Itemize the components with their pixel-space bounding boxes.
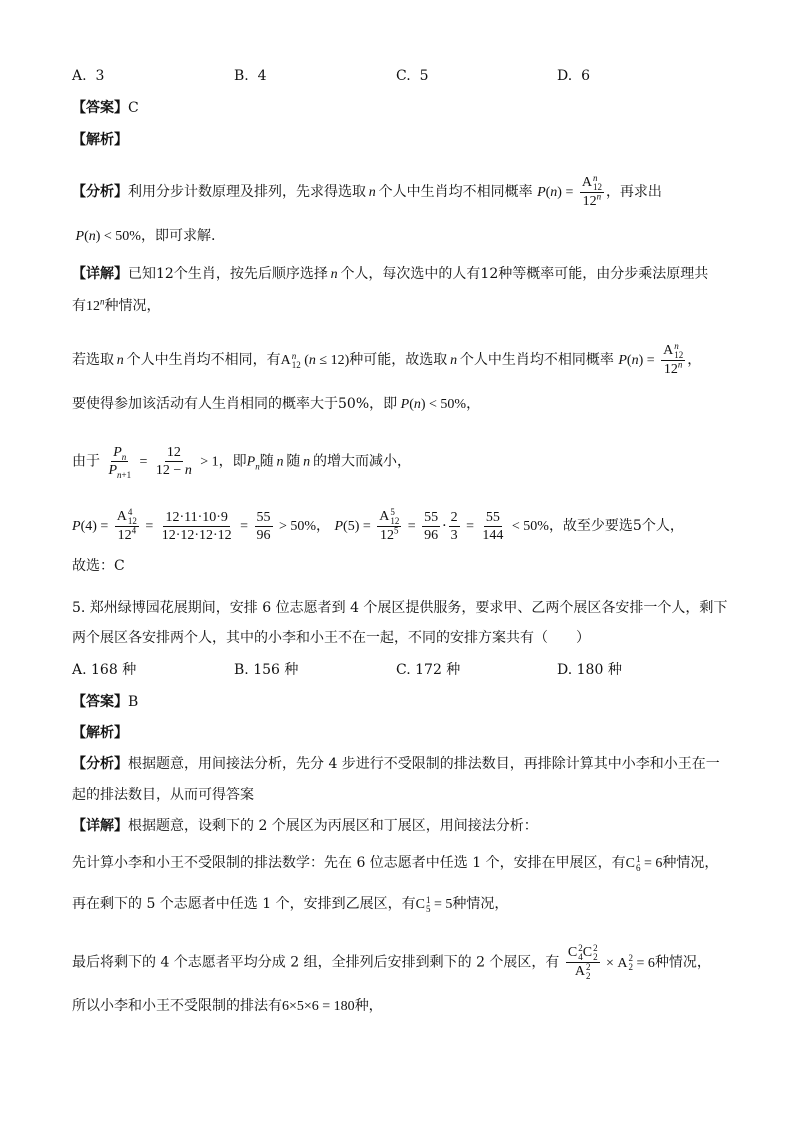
- q4-fenxi: 【分析】利用分步计数原理及排列，先求得选取 n 个人中生肖均不相同概率 P(n) = A n 12 12$^n$ ，再求出: [72, 173, 662, 209]
- q5-answer: 【答案】B: [72, 694, 139, 710]
- q5-option-b: B. 156 种: [234, 662, 299, 678]
- q5-step-4: 所以小李和小王不受限制的排法有6×5×6 = 180种，: [72, 998, 383, 1014]
- q5-detail-1: 【详解】根据题意，设剩下的 2 个展区为丙展区和丁展区，用间接法分析：: [72, 818, 538, 834]
- q5-analysis-label: 【解析】: [72, 725, 128, 741]
- q5-fenxi-1: 【分析】根据题意，用间接法分析，先分 4 步进行不受限制的排法数目，再排除计算其中小李和小王在一: [72, 756, 720, 772]
- q5-stem-2: 两个展区各安排两个人，其中的小李和小王不在一起，不同的安排方案共有（ ）: [72, 630, 590, 646]
- q4-analysis-label: 【解析】: [72, 132, 128, 148]
- q4-detail-3: 若选取 n 个人中生肖均不相同，有A n 12 (n ≤ 12)种可能，故选取 n 个人中生肖均不相同概率 P(n) = A n 12 12$^n$ ，: [72, 341, 702, 377]
- q4-option-d: D. 6: [557, 68, 591, 84]
- q5-fenxi-2: 起的排法数目，从而可得答案: [72, 787, 254, 803]
- q4-conclusion: 故选：C: [72, 558, 125, 574]
- q4-detail-6: P(4) = A 4 12 $12^4$ = $\frac{12\cdot 11\cdot 10\cdot 9}{12\cdot 12\cdot 12\cdot 12}$ = $\frac{55}{96}$ > 50%， P(5) = A 5 12 $12^5$ = $\frac{55}{96}$ · $\frac{2}{3}$ = $\frac{55}{144}$ < 50%，故至少要选5个人，: [72, 507, 684, 543]
- q4-fenxi-2: P(n) < 50%，即可求解.: [72, 228, 216, 244]
- q5-option-a: A. 168 种: [72, 662, 137, 678]
- q4-detail-1: 【详解】已知12个生肖，按先后顺序选择 n 个人，每次选中的人有12种等概率可能，由分步乘法原理共: [72, 266, 709, 282]
- q5-option-d: D. 180 种: [557, 662, 622, 678]
- q4-option-b: B. 4: [234, 68, 267, 84]
- q4-answer: 【答案】C: [72, 100, 139, 116]
- q4-detail-4: 要使得参加该活动有人生肖相同的概率大于50%，即 P(n) < 50%，: [72, 396, 481, 412]
- q4-option-a: A. 3: [72, 68, 105, 84]
- q4-detail-5: 由于 $\frac{P_n}{P_{n+1}}$ = $\frac{12}{12 - n}$ > 1，即$P_n$随 n 随 n 的增大而减小，: [72, 445, 411, 480]
- q5-stem-1: 5. 郑州绿博园花展期间，安排 6 位志愿者到 4 个展区提供服务，要求甲、乙两个展区各安排一个人，剩下: [72, 600, 728, 616]
- q5-step-3: 最后将剩下的 4 个志愿者平均分成 2 组，全排列后安排到剩下的 2 个展区，有 C 2 4 C 2 2 A 2 2 × A 2 2 = 6种情况，: [72, 943, 711, 981]
- q5-step-1: 先计算小李和小王不受限制的排法数学：先在 6 位志愿者中任选 1 个，安排在甲展区，有C 1 6 = 6种情况，: [72, 853, 719, 873]
- q4-option-c: C. 5: [396, 68, 429, 84]
- q5-option-c: C. 172 种: [396, 662, 461, 678]
- q4-detail-2: 有12$^n$种情况，: [72, 296, 161, 314]
- q5-step-2: 再在剩下的 5 个志愿者中任选 1 个，安排到乙展区，有C 1 5 = 5种情况，: [72, 894, 509, 914]
